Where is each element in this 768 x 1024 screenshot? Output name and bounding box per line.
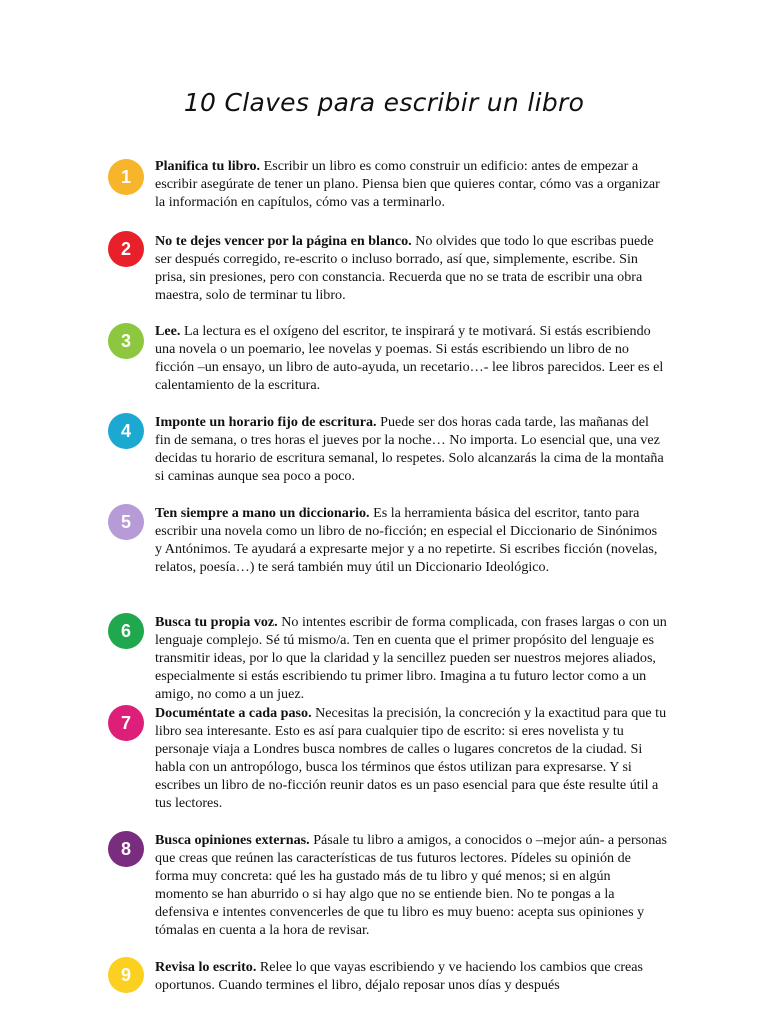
item-heading: No te dejes vencer por la página en blanco. (155, 233, 412, 249)
item-body: La lectura es el oxígeno del escritor, te inspirará y te motivará. Si estás escribiendo una novela o un poemario, lee novelas y poemas. Si estás escribiendo un libro de no ficción –un ensayo, un libro de auto-ayuda, un recetario…- lee libros parecidos. Leer es el calentamiento de la escritura. (155, 323, 664, 394)
number-badge: 9 (108, 957, 144, 993)
item-body: Necesitas la precisión, la concreción y la exactitud para que tu libro sea interesante. Esto es así para cualquier tipo de escrito: si eres novelista y tu personaje viaja a Londres busca nombres de calles o lugares concretos de la ciudad. Si habla con un antropólogo, busca los términos que éstos utilizan para expresarse. Y si escribes un libro de no-ficción reunir datos es un paso esencial para que éste resulte útil a tus lectores. (155, 705, 667, 812)
item-body: Escribir un libro es como construir un edificio: antes de empezar a escribir asegúrate de tener un plano. Piensa bien que quieres contar, cómo vas a organizar la información en capítulos, cómo vas a terminarlo. (155, 158, 660, 211)
document-title: 10 Claves para escribir un libro (183, 88, 585, 117)
item-body: Puede ser dos horas cada tarde, las mañanas del fin de semana, o tres horas el jueves por la noche… No importa. Lo esencial que, una vez decidas tu horario de escritura semanal, lo respetes. Solo alcanzarás la cima de la montaña si caminas aunque sea poco a poco. (155, 414, 664, 485)
item-text (155, 322, 667, 394)
item-heading: Busca tu propia voz. (155, 614, 278, 630)
item-heading: Ten siempre a mano un diccionario. (155, 505, 370, 521)
item-text (155, 413, 667, 485)
item-heading: Imponte un horario fijo de escritura. (155, 414, 377, 430)
number-badge: 5 (108, 504, 144, 540)
item-text (155, 232, 667, 304)
number-badge: 3 (108, 323, 144, 359)
item-text (155, 704, 667, 813)
item-body: Es la herramienta básica del escritor, tanto para escribir una novela como un libro de no-ficción; en especial el Diccionario de Sinónimos y Antónimos. Te ayudará a expresarte mejor y a no repetirte. Si escribes ficción (novelas, relatos, poesía…) te será también muy útil un Diccionario Ideológico. (155, 505, 658, 576)
item-body: No intentes escribir de forma complicada, con frases largas o con un lenguaje complejo. Sé tú mismo/a. Ten en cuenta que el primer propósito del lenguaje es transmitir ideas, por lo que la claridad y la sencillez pueden ser nuestros mejores aliados, especialmente si estás escribiendo tu primer libro. Imagina a tu futuro lector como a un amigo, no como a un juez. (155, 614, 667, 703)
item-heading: Documéntate a cada paso. (155, 705, 312, 721)
item-text (155, 613, 667, 703)
item-body: Pásale tu libro a amigos, a conocidos o –mejor aún- a personas que creas que reúnen las características de tus futuros lectores. Pídeles su opinión de forma muy concreta: qué les ha gustado más de tu libro y qué menos; si en algún momento se han aburrido o si hay algo que no se entiende bien. No te pongas a la defensiva e intentes convencerles de que tu libro es muy bueno: acepta sus opiniones y tómalas en cuenta a la hora de revisar. (155, 832, 668, 939)
number-badge: 4 (108, 413, 144, 449)
number-badge: 1 (108, 159, 144, 195)
item-heading: Busca opiniones externas. (155, 832, 310, 848)
number-badge: 8 (108, 831, 144, 867)
item-heading: Planifica tu libro. (155, 158, 261, 174)
item-text (155, 958, 667, 994)
item-body: Relee lo que vayas escribiendo y ve haciendo los cambios que creas oportunos. Cuando termines el libro, déjalo reposar unos días y después (155, 959, 644, 994)
item-text (155, 157, 667, 211)
number-badge: 7 (108, 705, 144, 741)
number-badge: 6 (108, 613, 144, 649)
item-text (155, 504, 667, 576)
item-heading: Lee. (155, 323, 181, 339)
item-heading: Revisa lo escrito. (155, 959, 257, 975)
item-text (155, 831, 667, 940)
item-body: No olvides que todo lo que escribas puede ser después corregido, re-escrito o incluso borrado, así que, simplemente, escribe. Sin prisa, sin presiones, pero con constancia. Recuerda que no se trata de escribir una obra maestra, solo de terminar tu libro. (155, 233, 654, 304)
number-badge: 2 (108, 231, 144, 267)
